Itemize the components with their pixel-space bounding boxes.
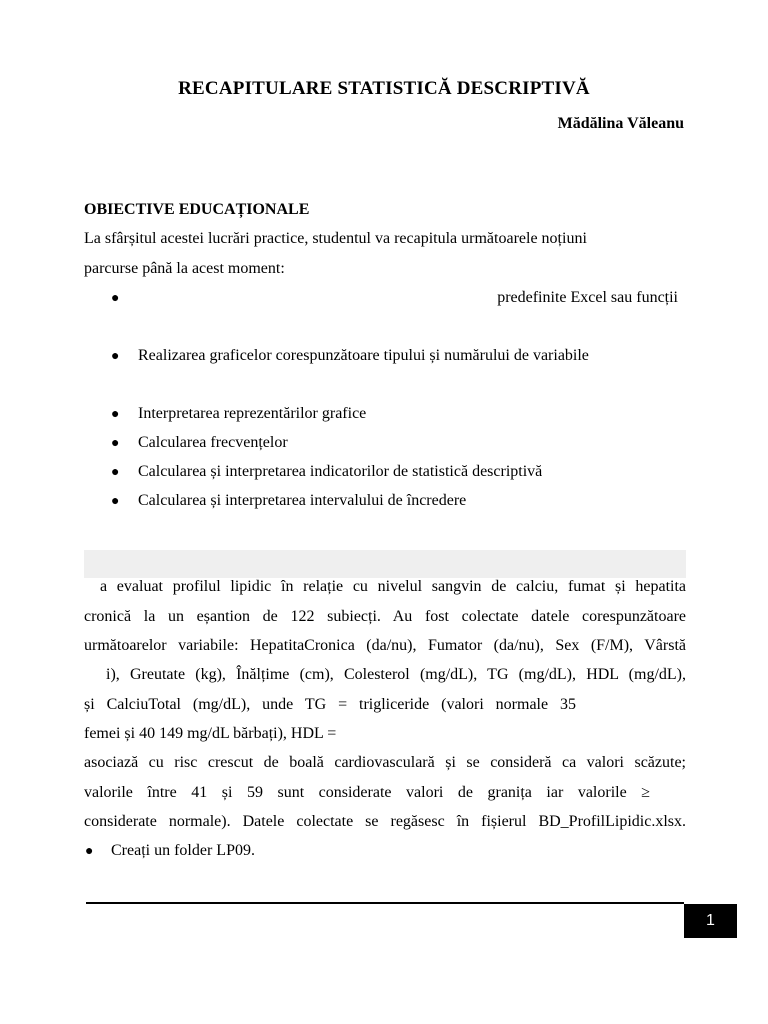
body-line: asociază cu risc crescut de boală cardiovasculară și se consideră ca valori scăzute; bbox=[84, 754, 686, 771]
author-name: Mădălina Văleanu bbox=[557, 115, 684, 132]
objective-item: Calcularea frecvențelor bbox=[138, 434, 288, 451]
task-item: Creați un folder LP09. bbox=[111, 842, 255, 859]
body-line: cronică la un eșantion de 122 subiecți. Au fost colectate datele corespunzătoare bbox=[84, 608, 686, 625]
bullet-marker: ● bbox=[111, 465, 120, 480]
bullet-marker: ● bbox=[111, 494, 120, 509]
body-line: considerate normale). Datele colectate se regăsesc în fișierul BD_ProfilLipidic.xlsx. bbox=[84, 813, 686, 830]
section-heading-objectives: OBIECTIVE EDUCAȚIONALE bbox=[84, 201, 310, 218]
page-number: 1 bbox=[684, 904, 737, 938]
bullet-marker: ● bbox=[111, 349, 120, 364]
bullet-marker: ● bbox=[111, 291, 120, 306]
objective-item: Calcularea și interpretarea indicatorilor de statistică descriptivă bbox=[138, 463, 543, 480]
body-line: valorile între 41 și 59 sunt considerate valori de granița iar valorile ≥ bbox=[84, 784, 650, 801]
body-line: următoarelor variabile: HepatitaCronica (da/nu), Fumator (da/nu), Sex (F/M), Vârstă bbox=[84, 637, 686, 654]
document-title: RECAPITULARE STATISTICĂ DESCRIPTIVĂ bbox=[178, 78, 590, 99]
body-line: i), Greutate (kg), Înălțime (cm), Colesterol (mg/dL), TG (mg/dL), HDL (mg/dL), bbox=[106, 666, 686, 683]
bullet-marker: ● bbox=[111, 407, 120, 422]
body-line: a evaluat profilul lipidic în relație cu nivelul sangvin de calciu, fumat și hepatita bbox=[100, 578, 686, 595]
bullet-marker: ● bbox=[111, 436, 120, 451]
objective-item: Calcularea și interpretarea intervalului de încredere bbox=[138, 492, 467, 509]
objective-item: Interpretarea reprezentărilor grafice bbox=[138, 405, 367, 422]
bullet-marker: ● bbox=[85, 844, 94, 859]
body-line: femei și 40 149 mg/dL bărbați), HDL = bbox=[84, 725, 337, 742]
body-line: și CalciuTotal (mg/dL), unde TG = trigliceride (valori normale 35 bbox=[84, 696, 576, 713]
objective-item: Realizarea graficelor corespunzătoare tipului și numărului de variabile bbox=[138, 347, 589, 364]
objectives-intro-line-2: parcurse până la acest moment: bbox=[84, 260, 285, 277]
footer-rule bbox=[86, 902, 684, 904]
section-header-band bbox=[84, 550, 686, 578]
objective-item-partial: predefinite Excel sau funcții bbox=[497, 289, 678, 306]
objectives-intro-line-1: La sfârșitul acestei lucrări practice, studentul va recapitula următoarele noțiuni bbox=[84, 230, 587, 247]
